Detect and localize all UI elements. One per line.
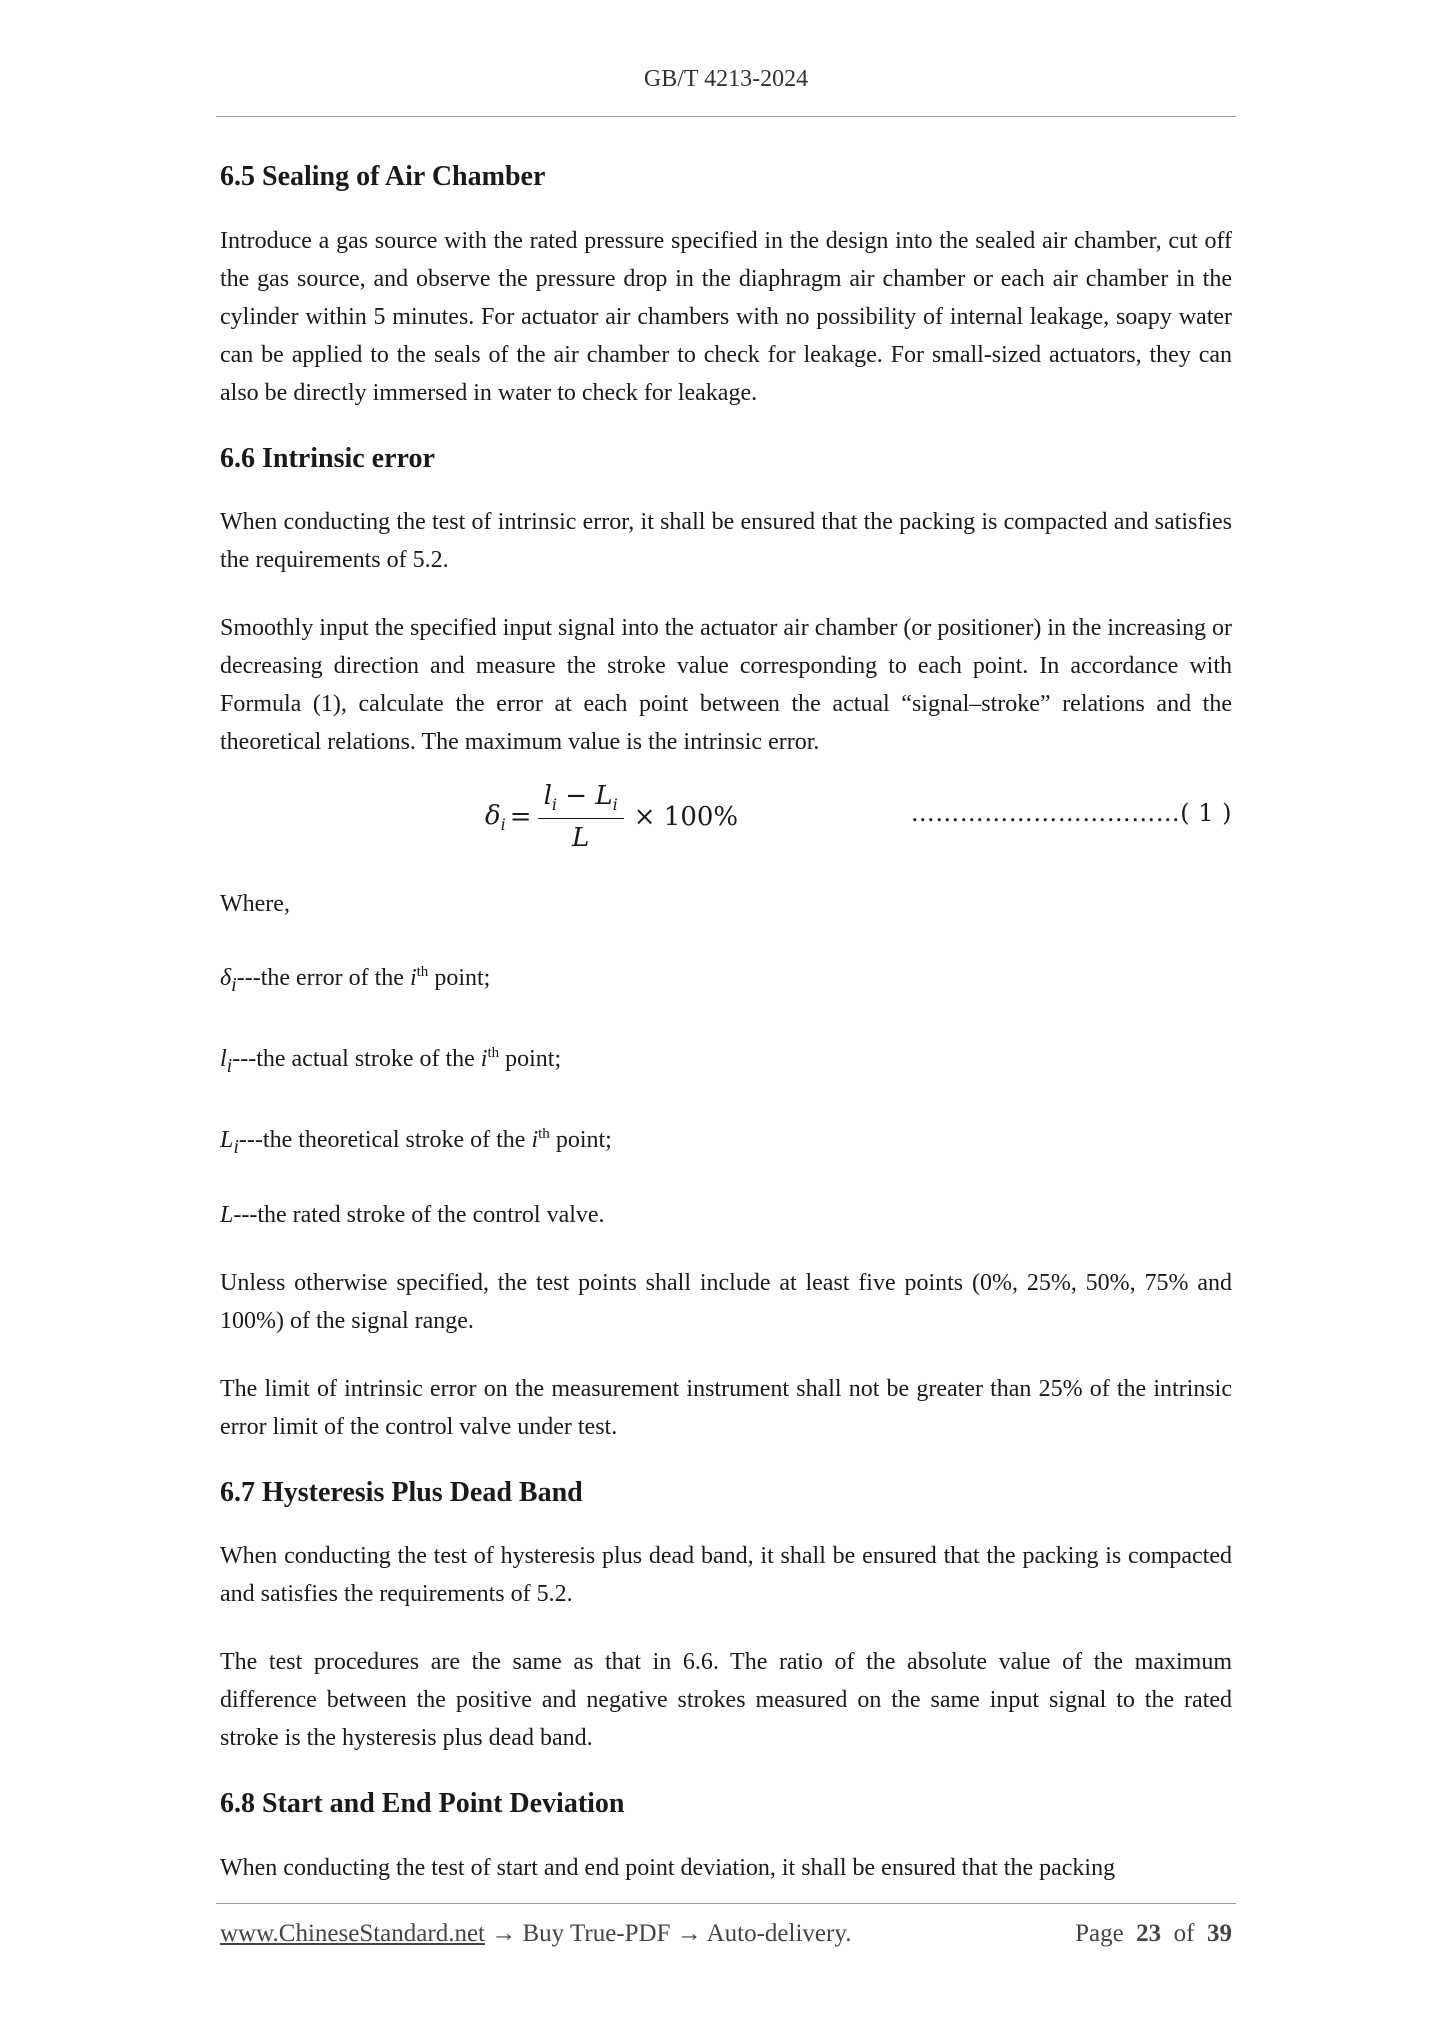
- section-heading-6-6: 6.6 Intrinsic error: [220, 442, 435, 474]
- where-label: Where,: [220, 891, 290, 918]
- formula-denominator: L: [572, 823, 590, 854]
- page-number: Page 23 of 39: [1075, 1920, 1232, 1947]
- page-header-title: GB/T 4213-2024: [643, 66, 809, 92]
- paragraph: Smoothly input the specified input signal into the actuator air chamber (or positioner) in the increasing or decreasing direction and measure the stroke value corresponding to each point. In accordance with Formula (1), calculate the error at each point between the actual “signal–stroke” relations and the theoretical relations. The maximum value is the intrinsic error.: [220, 615, 1232, 756]
- header-divider: [216, 116, 1236, 117]
- formula-1: [220, 781, 1232, 859]
- arrow-right-icon: →: [485, 1920, 523, 1947]
- definition-item: $l_i--$-the actual stroke of the $i^{th}$ point;: [220, 1044, 562, 1077]
- formula-rhs: × 100%: [633, 802, 739, 833]
- paragraph: The test procedures are the same as that in 6.6. The ratio of the absolute value of the maximum difference between the positive and negative strokes measured on the same input signal to the rated stroke is the hysteresis plus dead band.: [220, 1649, 1232, 1752]
- buy-pdf-text: Buy True-PDF: [522, 1920, 671, 1947]
- definitions-list: [220, 953, 1232, 1233]
- document-body: [220, 160, 1232, 1917]
- section-heading-6-7: 6.7 Hysteresis Plus Dead Band: [220, 1476, 583, 1508]
- auto-delivery-text: Auto-delivery.: [706, 1920, 852, 1947]
- formula-equals: =: [509, 802, 532, 833]
- section-heading-6-8: 6.8 Start and End Point Deviation: [220, 1788, 625, 1820]
- footer-divider: [216, 1903, 1236, 1904]
- paragraph: Unless otherwise specified, the test points shall include at least five points (0%, 25%, 50%, 75% and 100%) of the signal range.: [220, 1269, 1232, 1334]
- formula-numerator: $l_i - L_i$: [538, 781, 624, 819]
- paragraph: Introduce a gas source with the rated pressure specified in the design into the sealed air chamber, cut off the gas source, and observe the pressure drop in the diaphragm air chamber or each air chamber in the cylinder within 5 minutes. For actuator air chambers with no possibility of internal leakage, soapy water can be applied to the seals of the air chamber to check for leakage. For small-sized actuators, they can also be directly immersed in water to check for leakage.: [220, 227, 1232, 406]
- paragraph: When conducting the test of hysteresis plus dead band, it shall be ensured that the packing is compacted and satisfies the requirements of 5.2.: [220, 1543, 1232, 1608]
- paragraph: When conducting the test of intrinsic error, it shall be ensured that the packing is compacted and satisfies the requirements of 5.2.: [220, 509, 1232, 574]
- definition-item: $\delta_i--$-the error of the $i^{th}$ point;: [220, 964, 491, 996]
- website-link[interactable]: www.ChineseStandard.net: [220, 1920, 485, 1947]
- section-heading-6-5: 6.5 Sealing of Air Chamber: [220, 161, 546, 192]
- formula-expression: [485, 781, 738, 853]
- definition-item: $L_i--$-the theoretical stroke of the $i^{th}$ point;: [220, 1125, 612, 1158]
- formula-number: ……………………………( 1 ): [910, 799, 1232, 828]
- definition-item: L---the rated stroke of the control valve.: [220, 1201, 605, 1228]
- formula-lhs: $\delta_i$: [485, 800, 506, 834]
- paragraph: When conducting the test of start and end point deviation, it shall be ensured that the packing: [220, 1854, 1116, 1881]
- formula-fraction: [538, 781, 624, 853]
- paragraph: The limit of intrinsic error on the measurement instrument shall not be greater than 25% of the intrinsic error limit of the control valve under test.: [220, 1375, 1232, 1440]
- footer-links: [220, 1920, 851, 1948]
- arrow-right-icon: →: [670, 1920, 707, 1947]
